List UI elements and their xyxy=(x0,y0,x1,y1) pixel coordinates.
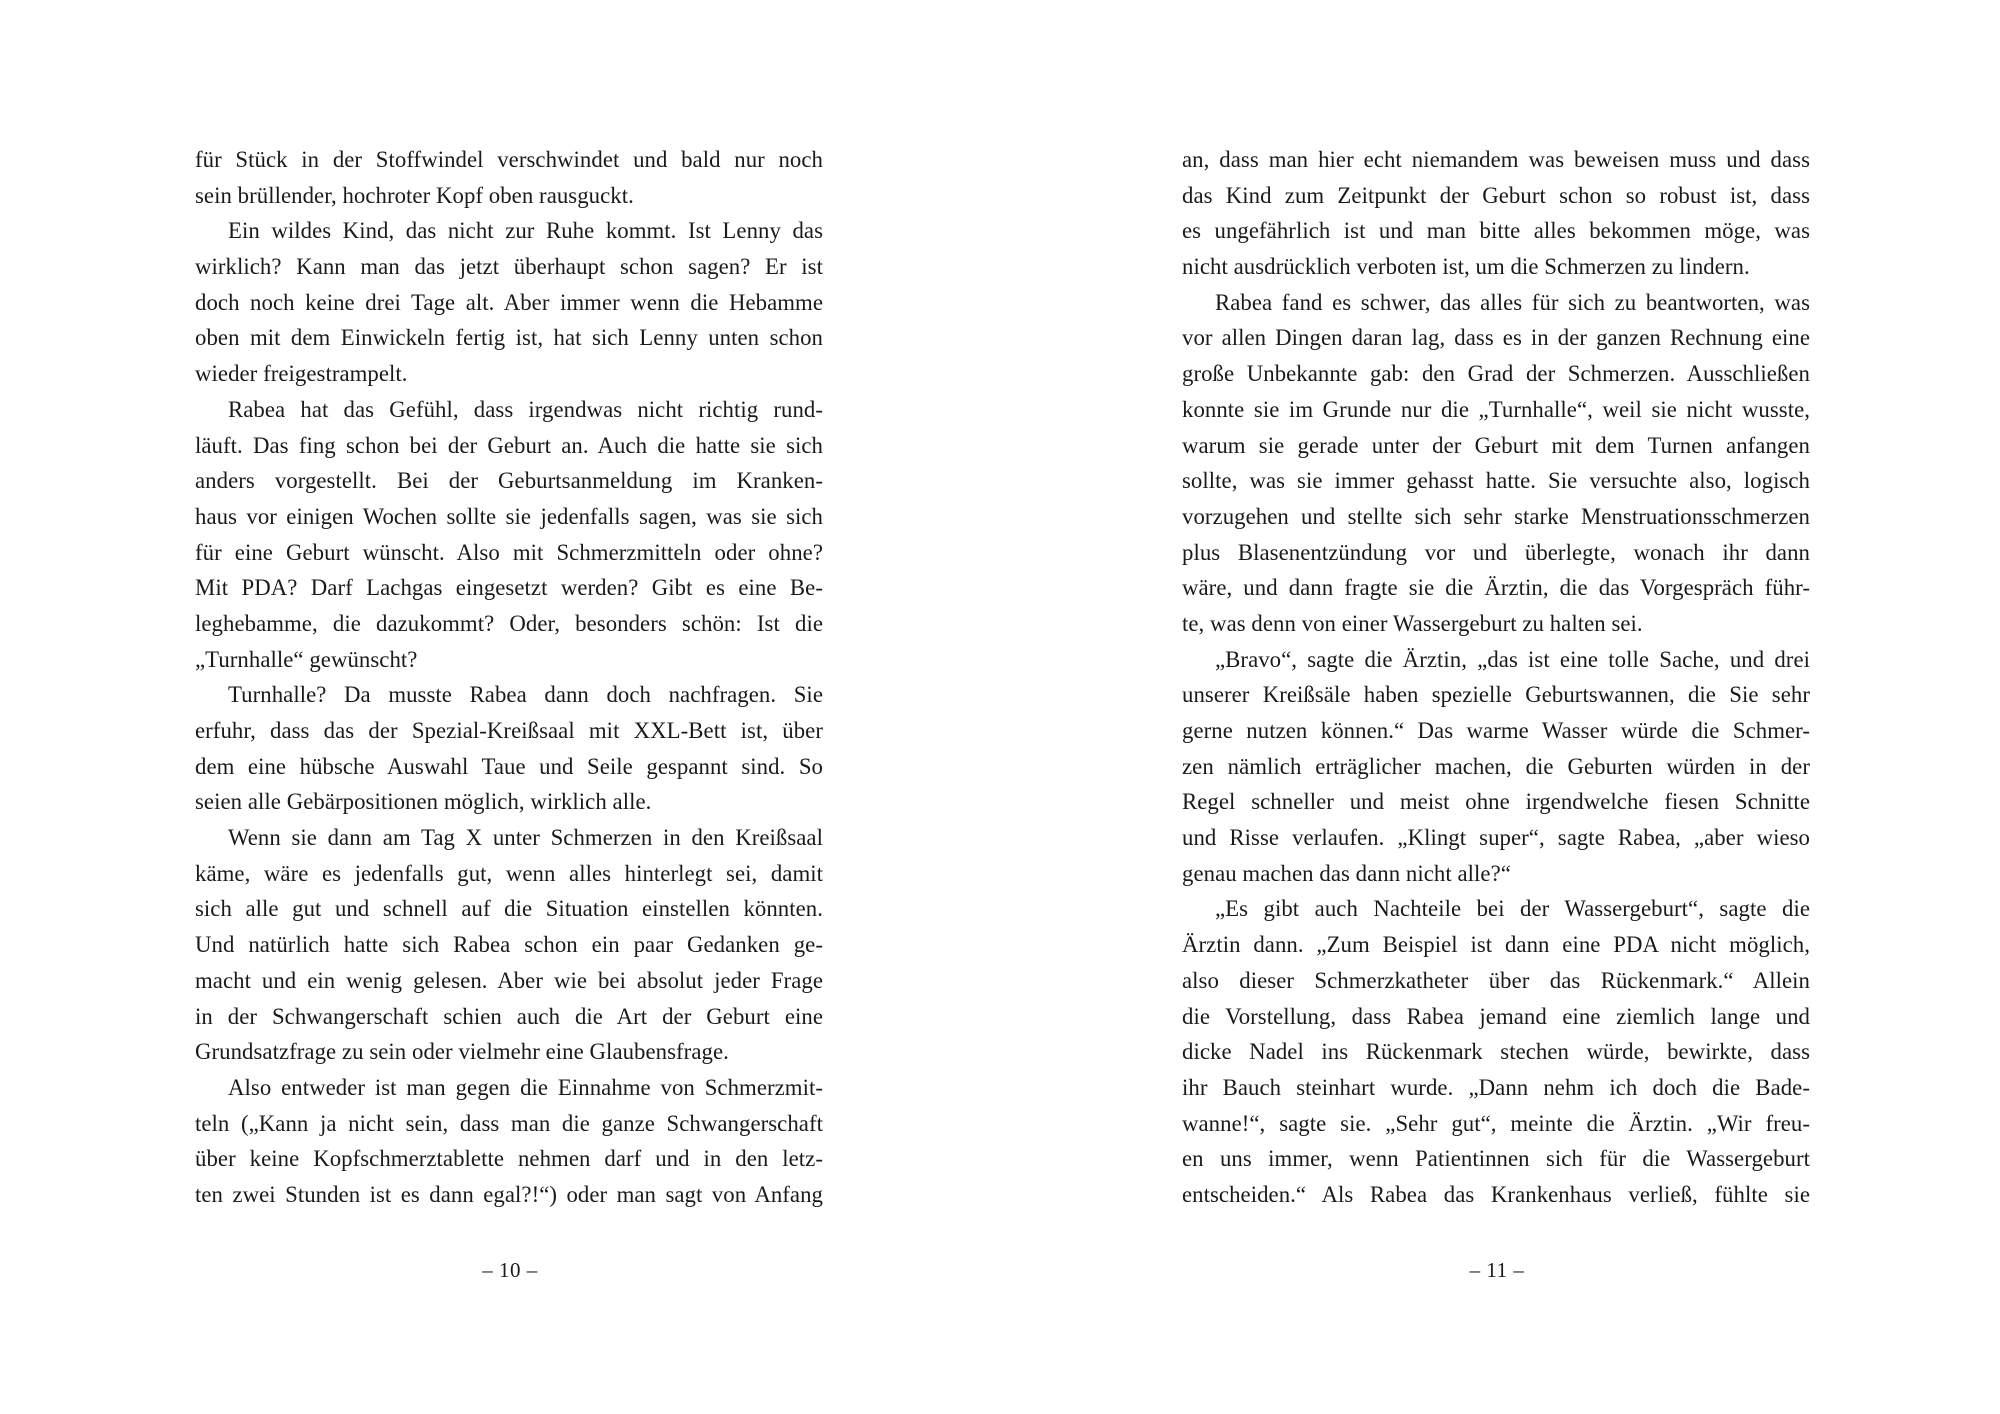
text-line: seien alle Gebärpositionen möglich, wirklich alle. xyxy=(195,789,652,815)
text-line: te, was denn von einer Wassergeburt zu halten sei. xyxy=(1182,610,1643,636)
text-line: dem eine hübsche Auswahl Taue und Seile gespannt sind. So xyxy=(195,753,823,779)
text-line: doch noch keine drei Tage alt. Aber immer wenn die Hebamme xyxy=(195,289,823,315)
text-line: ihr Bauch steinhart wurde. „Dann nehm ich doch die Bade- xyxy=(1182,1074,1810,1100)
text-line: „Turnhalle“ gewünscht? xyxy=(195,646,418,672)
text-line: für eine Geburt wünscht. Also mit Schmerzmitteln oder ohne? xyxy=(195,539,823,565)
text-line: ten zwei Stunden ist es dann egal?!“) oder man sagt von Anfang xyxy=(195,1181,823,1207)
text-line: gerne nutzen können.“ Das warme Wasser würde die Schmer- xyxy=(1182,718,1810,743)
text-line: vorzugehen und stellte sich sehr starke Menstruationsschmerzen xyxy=(1182,503,1810,529)
right-page-number: – 11 – xyxy=(1469,1258,1525,1282)
text-line: dicke Nadel ins Rückenmark stechen würde, bewirkte, dass xyxy=(1182,1039,1810,1065)
text-line: anders vorgestellt. Bei der Geburtsanmeldung im Kranken- xyxy=(195,468,823,494)
text-line: sollte, was sie immer gehasst hatte. Sie versuchte also, logisch xyxy=(1182,468,1810,494)
text-line: warum sie gerade unter der Geburt mit dem Turnen anfangen xyxy=(1182,432,1810,458)
text-line: zen nämlich erträglicher machen, die Geburten würden in der xyxy=(1182,753,1810,779)
text-line: Wenn sie dann am Tag X unter Schmerzen in den Kreißsaal xyxy=(228,825,823,851)
text-line: Und natürlich hatte sich Rabea schon ein paar Gedanken ge- xyxy=(195,932,823,958)
text-line: sich alle gut und schnell auf die Situation einstellen könnten. xyxy=(195,896,823,922)
text-line: also dieser Schmerzkatheter über das Rückenmark.“ Allein xyxy=(1182,967,1810,993)
text-line: an, dass man hier echt niemandem was beweisen muss und dass xyxy=(1182,147,1810,172)
text-line: Also entweder ist man gegen die Einnahme von Schmerzmit- xyxy=(228,1074,823,1100)
text-line: Rabea fand es schwer, das alles für sich zu beantworten, was xyxy=(1215,289,1810,315)
text-line: nicht ausdrücklich verboten ist, um die Schmerzen zu lindern. xyxy=(1182,254,1750,280)
text-line: große Unbekannte gab: den Grad der Schmerzen. Ausschließen xyxy=(1182,361,1810,387)
text-line: en uns immer, wenn Patientinnen sich für die Wassergeburt xyxy=(1182,1146,1810,1172)
text-line: entscheiden.“ Als Rabea das Krankenhaus verließ, fühlte sie xyxy=(1182,1181,1810,1207)
text-line: wieder freigestrampelt. xyxy=(195,361,408,387)
text-line: es ungefährlich ist und man bitte alles bekommen möge, was xyxy=(1182,218,1810,244)
text-line: über keine Kopfschmerztablette nehmen darf und in den letz- xyxy=(195,1146,823,1172)
text-line: Ein wildes Kind, das nicht zur Ruhe kommt. Ist Lenny das xyxy=(228,218,823,244)
text-line: Ärztin dann. „Zum Beispiel ist dann eine PDA nicht möglich, xyxy=(1182,932,1810,958)
text-line: Regel schneller und meist ohne irgendwelche fiesen Schnitte xyxy=(1182,789,1810,815)
text-line: plus Blasenentzündung vor und überlegte, wonach ihr dann xyxy=(1182,539,1810,565)
text-line: für Stück in der Stoffwindel verschwindet und bald nur noch xyxy=(195,147,823,172)
text-line: Grundsatzfrage zu sein oder vielmehr eine Glaubensfrage. xyxy=(195,1039,729,1065)
text-line: wäre, und dann fragte sie die Ärztin, die das Vorgespräch führ- xyxy=(1182,575,1810,601)
text-line: in der Schwangerschaft schien auch die Art der Geburt eine xyxy=(195,1003,823,1029)
right-page-text xyxy=(1182,142,1810,1213)
text-line: „Bravo“, sagte die Ärztin, „das ist eine tolle Sache, und drei xyxy=(1215,646,1810,672)
text-line: und Risse verlaufen. „Klingt super“, sagte Rabea, „aber wieso xyxy=(1182,825,1810,851)
text-line: macht und ein wenig gelesen. Aber wie bei absolut jeder Frage xyxy=(195,967,823,993)
left-page-number: – 10 – xyxy=(482,1258,538,1282)
text-line: unserer Kreißsäle haben spezielle Geburtswannen, die Sie sehr xyxy=(1182,682,1810,708)
text-line: erfuhr, dass das der Spezial-Kreißsaal mit XXL-Bett ist, über xyxy=(195,718,823,743)
text-line: genau machen das dann nicht alle?“ xyxy=(1182,860,1511,886)
text-line: käme, wäre es jedenfalls gut, wenn alles hinterlegt sei, damit xyxy=(195,860,823,886)
right-page xyxy=(1000,0,2000,1414)
text-line: läuft. Das fing schon bei der Geburt an. Auch die hatte sie sich xyxy=(195,432,823,458)
text-line: vor allen Dingen daran lag, dass es in der ganzen Rechnung eine xyxy=(1182,325,1810,351)
text-line: haus vor einigen Wochen sollte sie jedenfalls sagen, was sie sich xyxy=(195,503,823,529)
text-line: leghebamme, die dazukommt? Oder, besonders schön: Ist die xyxy=(195,610,823,636)
text-line: sein brüllender, hochroter Kopf oben rausguckt. xyxy=(195,182,634,208)
text-line: teln („Kann ja nicht sein, dass man die ganze Schwangerschaft xyxy=(195,1110,823,1136)
text-line: das Kind zum Zeitpunkt der Geburt schon so robust ist, dass xyxy=(1182,182,1810,208)
text-line: „Es gibt auch Nachteile bei der Wassergeburt“, sagte die xyxy=(1215,896,1810,922)
text-line: oben mit dem Einwickeln fertig ist, hat sich Lenny unten schon xyxy=(195,325,823,351)
left-page-text xyxy=(195,142,823,1213)
text-line: Rabea hat das Gefühl, dass irgendwas nicht richtig rund- xyxy=(228,396,823,422)
text-line: wirklich? Kann man das jetzt überhaupt schon sagen? Er ist xyxy=(195,254,823,280)
text-line: konnte sie im Grunde nur die „Turnhalle“, weil sie nicht wusste, xyxy=(1182,396,1810,422)
text-line: die Vorstellung, dass Rabea jemand eine ziemlich lange und xyxy=(1182,1003,1810,1029)
text-line: Turnhalle? Da musste Rabea dann doch nachfragen. Sie xyxy=(228,682,823,708)
text-line: wanne!“, sagte sie. „Sehr gut“, meinte die Ärztin. „Wir freu- xyxy=(1182,1110,1810,1136)
text-line: Mit PDA? Darf Lachgas eingesetzt werden? Gibt es eine Be- xyxy=(195,575,823,601)
